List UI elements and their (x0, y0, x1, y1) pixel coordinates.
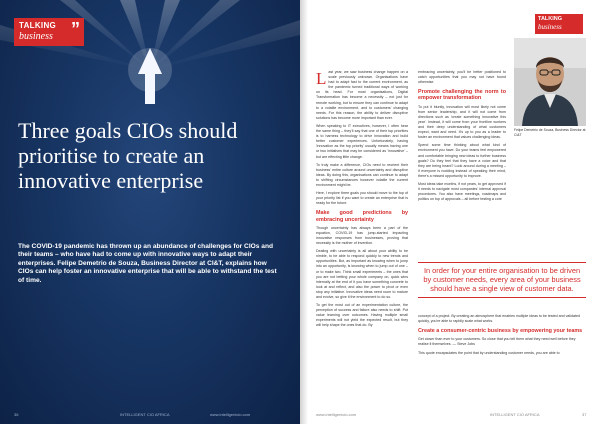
section-subhead: Promote challenging the norm to empower transformation (418, 89, 506, 102)
pull-quote: In order for your entire organisation to be driven by customer needs, every area of your business should have a single view of customer data. (418, 262, 586, 298)
photo-caption: Felipe Demetrio de Souza, Business Director at CI&T (514, 128, 586, 137)
drop-cap: L (316, 69, 327, 88)
author-photo (514, 38, 586, 126)
section-subhead: Create a consumer-centric business by empowering your teams (418, 328, 583, 335)
article-standfirst: The COVID-19 pandemic has thrown up an abundance of challenges for CIOs and their teams – who have had to come up with innovative ways to adapt their enterprises. Felipe Demetrio de Souza, Business Director at CI&T, explains how CIOs can help foster an innovative enterprise that will be able to withstand the test of time. (18, 243, 277, 284)
page-gutter (300, 0, 308, 424)
article-headline: Three goals CIOs should prioritise to create an innovative enterprise (18, 118, 238, 193)
body-paragraph: embracing uncertainty, you'll be better positioned to catch opportunities that you may not have found otherwise. (418, 70, 506, 85)
article-column-1 (316, 70, 408, 332)
talking-business-logo: TALKING business ” (14, 18, 84, 46)
page-number: 37 (582, 412, 587, 417)
right-footer (300, 406, 600, 424)
magazine-name: INTELLIGENT CIO AFRICA (490, 412, 540, 417)
body-paragraph: Here, I explore three goals you should move to the top of your priority list if you want to create an enterprise that is ready for the future. (316, 191, 408, 206)
body-paragraph: Spend some time thinking about what kind of environment you have. Do your teams feel empowered and comfortable bringing new ideas to further business goals? Do they feel that they have a voice and that they are being heard? Look around during a meeting – if everyone is nodding instead of speaking their mind, there's a missed opportunity to improve. (418, 143, 506, 178)
body-paragraph: Get closer than ever to your customers. So close that you tell them what they need well before they realise it themselves. — Steve Jobs (418, 337, 576, 347)
body-paragraph: Last year, we saw business change happen on a scale previously unknown. Organisations have had to adapt fast to the current environment, as the pandemic turned traditional ways of working on its head. For most organisations, Digital Transformation has become a necessity – not just for remote working, but to ensure they can continue to adapt to a volatile environment, and to customers' changing needs. For this reason, the ability to deliver disruptive solutions has become more important than ever. (316, 69, 408, 120)
body-paragraph: Most ideas take months, if not years, to get approved if it needs to navigate most companies' internal approval procedures. You also have meetings, roadmaps and politics on top of approvals – all before testing a core (418, 182, 506, 202)
section-subhead: Make good predictions by embracing uncertainty (316, 210, 408, 223)
article-column-2 (418, 70, 506, 205)
website-url: www.intelligentcio.com (316, 412, 357, 417)
body-paragraph: Though uncertainty has always been a part of the equation, COVID-19 has jump-started impacting innovative responses from businesses, proving that necessity is the mother of invention. (316, 225, 408, 246)
page-number: 36 (14, 412, 19, 417)
portrait-image (514, 38, 586, 126)
website-url: www.intelligentcio.com (210, 412, 251, 417)
body-paragraph: Dealing with uncertainty is all about your ability to be nimble, to be able to respond quickly to new trends and opportunities. But, as important as knowing when to jump into an opportunity, is knowing when to jump out of one – or to make two. Think small experiments – the ones that you are not betting your whole company on, quick wins internally at the end of it you have something concrete to look at and reflect, and also the power to pivot or even stop any initiative. Innovative ideas need room to mature and evolve, so give it the environment to do so. (316, 249, 408, 299)
body-paragraph: To get the most out of an experimentation culture, the perception of success and failure also needs to shift. Put value learning over outcomes. Having multiple small experiments will not yield the expected result, but they will help shape the ones that do. By (316, 303, 408, 328)
talking-business-small-logo: TALKING business (535, 14, 583, 34)
left-footer (0, 406, 300, 424)
article-bottom-block (418, 314, 586, 359)
body-paragraph: concept of a project. By creating an atmosphere that enables multiple ideas to be tested and validated quickly, you're able to rapidly scale what works. (418, 314, 581, 324)
body-paragraph: This quote encapsulates the point that by understanding customer needs, you are able to (418, 350, 560, 355)
body-paragraph: To put it bluntly, innovation will most likely not come from senior leadership, and it will not come from directions such as 'create something innovative this year'. Instead, it will come from your frontline workers and their deep understanding of what customers expect, want and need. It's up to you as a leader to foster an environment that values challenging ideas. (418, 104, 506, 140)
magazine-name: INTELLIGENT CIO AFRICA (120, 412, 170, 417)
body-paragraph: To truly make a difference, CIOs need to reorient their business' entire culture around uncertainty and disruptive ideas. By doing this, organisations can continue to adapt to shifting circumstances however volatile the current environment might be. (316, 162, 408, 187)
body-paragraph: When speaking to IT executives, however, I often hear the same thing – they'll say that one of their top priorities is to harness technology to drive innovation and build better customer experiences. Unfortunately, having 'innovation as the top priority' usually means having one or two initiatives that may be considered as 'innovative' – but are effecting little change. (316, 123, 408, 159)
